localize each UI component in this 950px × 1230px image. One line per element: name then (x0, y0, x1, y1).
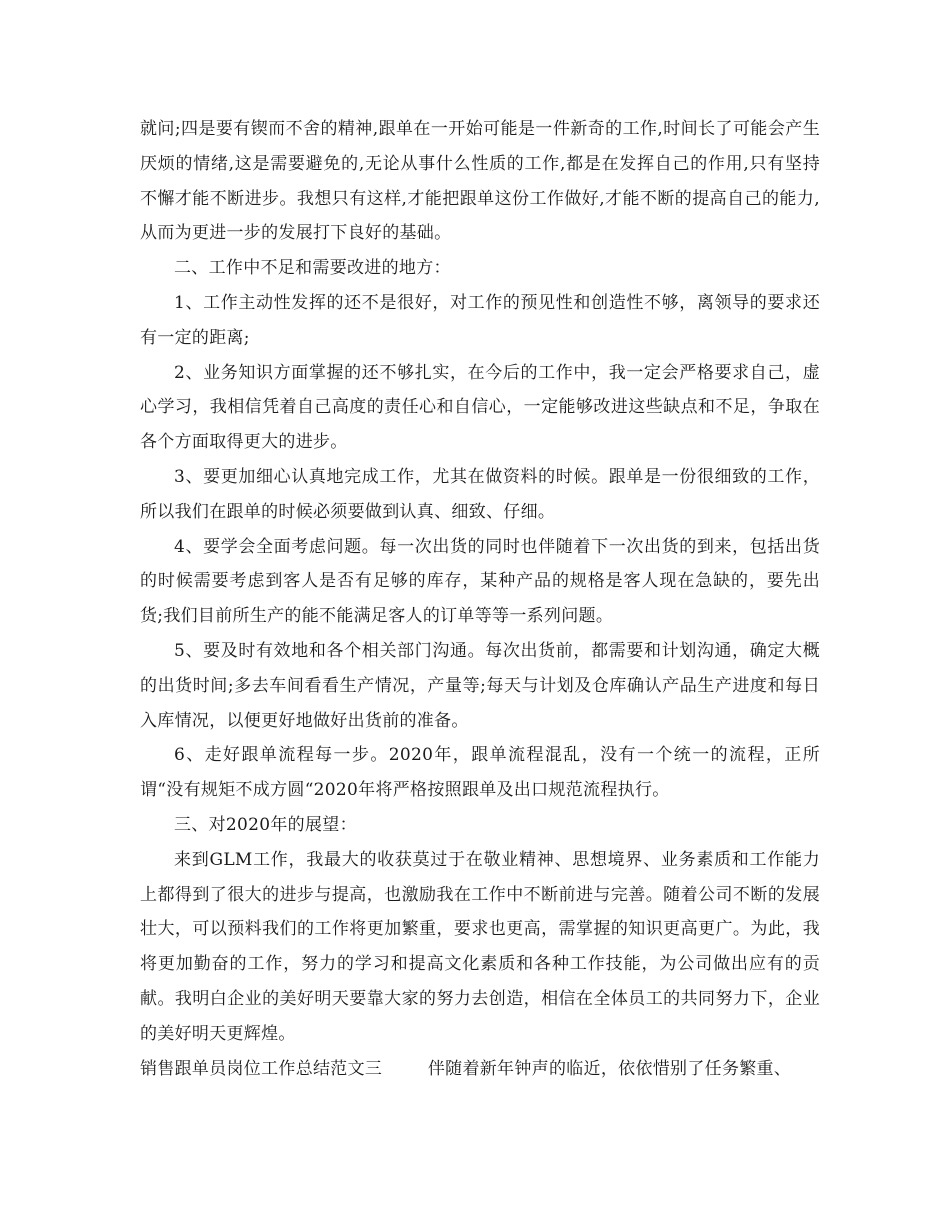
section-heading-shortcomings: 二、工作中不足和需要改进的地方： (174, 258, 451, 279)
paragraph-item-3: 3、要更加细心认真地完成工作，尤其在做资料的时候。跟单是一份很细致的工作，所以我们在跟单的时候必须要做到认真、细致、仔细。 (140, 466, 820, 522)
section-heading-outlook: 三、对2020年的展望： (174, 814, 357, 835)
next-article-heading: 销售跟单员岗位工作总结范文三 (140, 1058, 383, 1079)
paragraph-intro: 就问;四是要有锲而不舍的精神,跟单在一开始可能是一件新奇的工作,时间长了可能会产生厌烦的情绪,这是需要避免的,无论从事什么性质的工作,都是在发挥自己的作用,只有坚持不懈才能不断进步。我想只有这样,才能把跟单这份工作做好,才能不断的提高自己的能力,从而为更进一步的发展打下良好的基础。 (140, 119, 820, 244)
next-article-text: 伴随着新年钟声的临近，依依惜别了任务繁重、 (427, 1058, 792, 1079)
paragraph-item-5: 5、要及时有效地和各个相关部门沟通。每次出货前，都需要和计划沟通，确定大概的出货时间;多去车间看看生产情况，产量等;每天与计划及仓库确认产品生产进度和每日入库情况，以便更好地做好出货前的准备。 (140, 640, 820, 731)
document-page (140, 112, 820, 1086)
paragraph-item-2: 2、业务知识方面掌握的还不够扎实，在今后的工作中，我一定会严格要求自己，虚心学习，我相信凭着自己高度的责任心和自信心，一定能够改进这些缺点和不足，争取在各个方面取得更大的进步。 (140, 362, 820, 453)
paragraph-outlook: 来到GLM工作，我最大的收获莫过于在敬业精神、思想境界、业务素质和工作能力上都得到了很大的进步与提高，也激励我在工作中不断前进与完善。随着公司不断的发展壮大，可以预料我们的工作将更加繁重，要求也更高，需掌握的知识更高更广。为此，我将更加勤奋的工作，努力的学习和提高文化素质和各种工作技能，为公司做出应有的贡献。我明白企业的美好明天要靠大家的努力去创造，相信在全体员工的共同努力下，企业的美好明天更辉煌。 (140, 849, 820, 1044)
paragraph-item-6: 6、走好跟单流程每一步。2020年，跟单流程混乱，没有一个统一的流程，正所谓“没有规矩不成方圆“2020年将严格按照跟单及出口规范流程执行。 (140, 745, 820, 801)
final-line (140, 1052, 820, 1087)
paragraph-item-4: 4、要学会全面考虑问题。每一次出货的同时也伴随着下一次出货的到来，包括出货的时候需要考虑到客人是否有足够的库存，某种产品的规格是客人现在急缺的，要先出货;我们目前所生产的能不能满足客人的订单等等一系列问题。 (140, 536, 820, 627)
paragraph-item-1: 1、工作主动性发挥的还不是很好，对工作的预见性和创造性不够，离领导的要求还有一定的距离; (140, 292, 820, 348)
